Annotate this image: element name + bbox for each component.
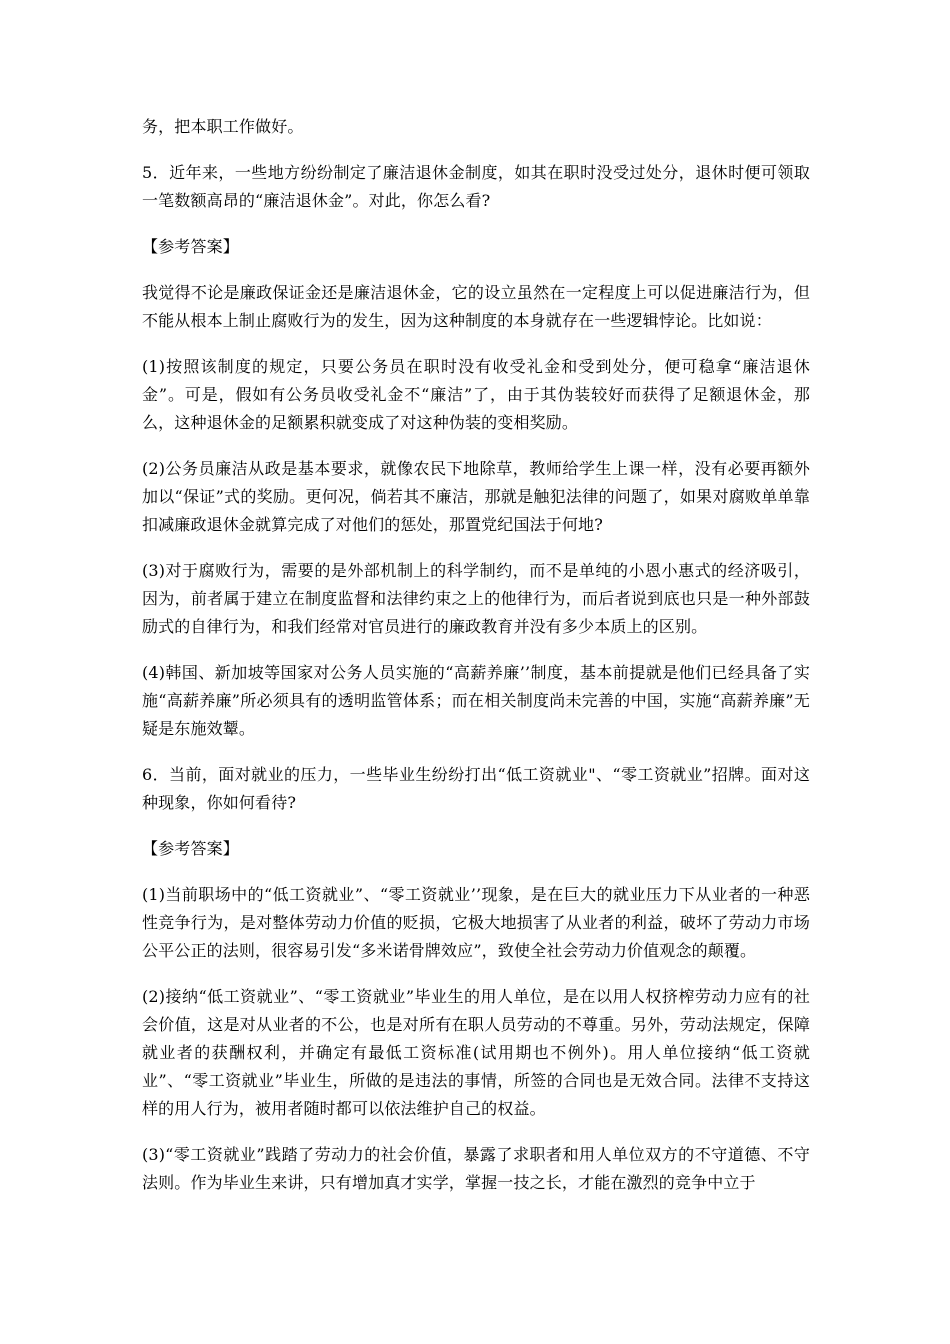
answer-6-point-1: (1)当前职场中的“低工资就业”、“零工资就业’’现象，是在巨大的就业压力下从业者的一种恶性竞争行为，是对整体劳动力价值的贬损，它极大地损害了从业者的利益，破坏了劳动力市场公平公正的法则，很容易引发“多米诺骨牌效应”，致使全社会劳动力价值观念的颠覆。: [142, 885, 810, 960]
answer-5-point-2: (2)公务员廉洁从政是基本要求，就像农民下地除草，教师给学生上课一样，没有必要再额外加以“保证”式的奖励。更何况，倘若其不廉洁，那就是触犯法律的问题了，如果对腐败单单靠扣减廉政退休金就算完成了对他们的惩处，那置党纪国法于何地?: [142, 459, 810, 534]
answer-5-point-1: (1)按照该制度的规定，只要公务员在职时没有收受礼金和受到处分，便可稳拿“廉洁退休金”。可是，假如有公务员收受礼金不“廉洁”了，由于其伪装较好而获得了足额退休金，那么，这种退休金的足额累积就变成了对这种伪装的变相奖励。: [142, 357, 810, 432]
answer-6-point-2: (2)接纳“低工资就业”、“零工资就业”毕业生的用人单位，是在以用人权挤榨劳动力应有的社会价值，这是对从业者的不公，也是对所有在职人员劳动的不尊重。另外，劳动法规定，保障就业者的获酬权利，并确定有最低工资标准(试用期也不例外)。用人单位接纳“低工资就业”、“零工资就业”毕业生，所做的是违法的事情，所签的合同也是无效合同。法律不支持这样的用人行为，被用者随时都可以依法维护自己的权益。: [142, 987, 810, 1118]
answer-5-point-3: (3)对于腐败行为，需要的是外部机制上的科学制约，而不是单纯的小恩小惠式的经济吸引，因为，前者属于建立在制度监督和法律约束之上的他律行为，而后者说到底也只是一种外部鼓励式的自律行为，和我们经常对官员进行的廉政教育并没有多少本质上的区别。: [142, 561, 810, 636]
document-page: [142, 113, 810, 1215]
reference-answer-heading: 【参考答案】: [142, 237, 239, 256]
answer-5-intro: 我觉得不论是廉政保证金还是廉洁退休金，它的设立虽然在一定程度上可以促进廉洁行为，但不能从根本上制止腐败行为的发生，因为这种制度的本身就存在一些逻辑悖论。比如说：: [142, 283, 810, 330]
question-5: 5．近年来，一些地方纷纷制定了廉洁退休金制度，如其在职时没受过处分，退休时便可领取一笔数额高昂的“廉洁退休金”。对此，你怎么看?: [142, 163, 810, 210]
answer-5-point-4: (4)韩国、新加坡等国家对公务人员实施的“高薪养廉’’制度，基本前提就是他们已经具备了实施“高薪养廉”所必须具有的透明监管体系；而在相关制度尚未完善的中国，实施“高薪养廉”无疑是东施效颦。: [142, 663, 810, 738]
reference-answer-heading: 【参考答案】: [142, 839, 239, 858]
paragraph-continuation: 务，把本职工作做好。: [142, 117, 304, 136]
answer-6-point-3: (3)“零工资就业”践踏了劳动力的社会价值，暴露了求职者和用人单位双方的不守道德、不守法则。作为毕业生来讲，只有增加真才实学，掌握一技之长，才能在激烈的竞争中立于: [142, 1145, 810, 1192]
question-6: 6．当前，面对就业的压力，一些毕业生纷纷打出“低工资就业"、“零工资就业”招牌。面对这种现象，你如何看待?: [142, 765, 810, 812]
